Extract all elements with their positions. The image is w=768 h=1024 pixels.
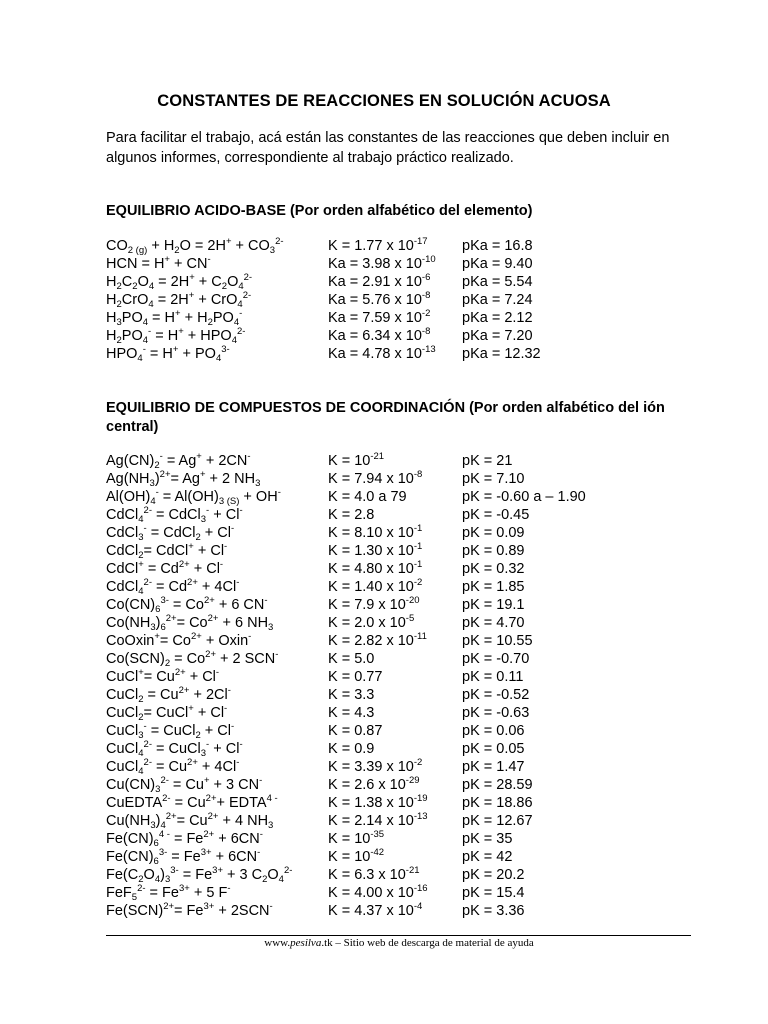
table-row [106, 830, 706, 848]
k-value-cell: $K = 10^{-21}$ [328, 451, 385, 469]
k-value-cell: K = 3.39 x $10^{-2}$ [328, 757, 423, 775]
k-value-cell: Ka = 5.76 x $10^{-8}$ [328, 290, 431, 308]
pk-value-cell: pK = 0.11 [462, 669, 524, 685]
pk-value-cell: pK = 0.89 [462, 543, 525, 559]
reaction-cell: $Co(CN)_6^{3-} = Co^{2+} + 6$ CN- [106, 595, 268, 615]
k-value-cell: Ka = 7.59 x $10^{-2}$ [328, 308, 431, 326]
k-value-cell: K = 2.6 x $10^{-29}$ [328, 775, 420, 793]
pk-value-cell: pK = 12.67 [462, 813, 533, 829]
pk-value-cell: pK = -0.60 a – 1.90 [462, 489, 586, 505]
reaction-cell: HCN = H+ + CN- [106, 254, 211, 272]
reaction-cell: $Fe(CN)_6^{4 -} = Fe^{2+} + 6CN^-$ [106, 829, 263, 849]
reaction-cell: CuEDTA$^{2-}$ = $Cu^{2+}+$ $EDTA^{4 -}$ [106, 793, 278, 811]
table-row [106, 758, 706, 776]
table-row [106, 668, 706, 686]
k-value-cell: K = 3.3 [328, 687, 375, 703]
k-value-cell: K = 7.94 x $10^{-8}$ [328, 469, 423, 487]
k-value-cell: K = 4.3 [328, 705, 375, 721]
pk-value-cell: pK = 10.55 [462, 633, 533, 649]
table-row [106, 506, 706, 524]
k-value-cell: K = 2.82 x $10^{-11}$ [328, 631, 427, 649]
pk-value-cell: pK = 19.1 [462, 597, 525, 613]
k-value-cell: K = 1.40 x $10^{-2}$ [328, 577, 423, 595]
table-row [106, 704, 706, 722]
pk-value-cell: pK = -0.52 [462, 687, 530, 703]
table-row [106, 524, 706, 542]
reaction-cell: $Co(NH_3)_6^{2+}= Co^{2+} + 6$ $NH_3$ [106, 613, 274, 633]
reaction-cell: CuCl$_2$= CuCl+ + Cl- [106, 703, 228, 723]
k-value-cell: K = 2.0 x $10^{-5}$ [328, 613, 415, 631]
pk-value-cell: pK = 0.06 [462, 723, 525, 739]
reaction-cell: CdCl$_4^{2-}$ = CdCl$_3$- + Cl- [106, 505, 243, 525]
reaction-cell: $Al(OH)_4^- = Al(OH)_{3 (S)} + OH^-$ [106, 487, 281, 507]
reaction-cell: $Fe(SCN)^{2+}= Fe^{3+} + 2SCN^-$ [106, 901, 273, 919]
table-row [106, 470, 706, 488]
table-row [106, 740, 706, 758]
table-row [106, 902, 706, 920]
coordination-table [106, 452, 706, 920]
acid-base-table [106, 237, 706, 363]
table-row [106, 794, 706, 812]
k-value-cell: K = 0.9 [328, 741, 375, 757]
reaction-cell: CdCl$_3$- = CdCl$_2$ + Cl- [106, 523, 235, 543]
pk-value-cell: pK = -0.45 [462, 507, 530, 523]
table-row [106, 650, 706, 668]
footer [0, 937, 768, 949]
table-row [106, 776, 706, 794]
k-value-cell: $K = 10^{-42}$ [328, 847, 385, 865]
reaction-cell: $HPO_4^- = H^+ + PO_4^{3-}$ [106, 344, 230, 364]
k-value-cell: K = 1.38 x $10^{-19}$ [328, 793, 428, 811]
k-value-cell: K = 2.14 x $10^{-13}$ [328, 811, 428, 829]
section-heading-note: (Por orden alfabético del ión central) [106, 400, 665, 435]
table-row [106, 884, 706, 902]
reaction-cell: CuCl$_2$ = $Cu^{2+} + 2Cl^-$ [106, 685, 231, 705]
pk-value-cell: pK = 4.70 [462, 615, 525, 631]
k-value-cell: K = 0.87 [328, 723, 383, 739]
k-value-cell: K = 8.10 x $10^{-1}$ [328, 523, 423, 541]
pk-value-cell: pK = 21 [462, 453, 513, 469]
k-value-cell: K = 5.0 [328, 651, 375, 667]
k-value-cell: Ka = 2.91 x $10^{-6}$ [328, 272, 431, 290]
table-row [106, 722, 706, 740]
reaction-cell: $H_2C_2O_4 = 2H^+ + C_2O_4^{2-}$ [106, 272, 253, 292]
page-title: CONSTANTES DE REACCIONES EN SOLUCIÓN ACUOSA [157, 92, 611, 110]
footer-prefix: www. [264, 937, 291, 949]
pk-value-cell: pK = 28.59 [462, 777, 533, 793]
table-row [106, 327, 706, 345]
section-heading-note: (Por orden alfabético del elemento) [289, 203, 533, 219]
pk-value-cell: pK = 35 [462, 831, 513, 847]
table-row [106, 812, 706, 830]
pk-value-cell: pK = 1.47 [462, 759, 525, 775]
k-value-cell: $K = 10^{-35}$ [328, 829, 385, 847]
table-row [106, 452, 706, 470]
reaction-cell: $Cu(CN)_3^{2-} = Cu^+ + 3$ CN- [106, 775, 263, 795]
reaction-cell: $FeF_5^{2-} = Fe^{3+} + 5$ F- [106, 883, 231, 903]
reaction-cell: CuCl+= $Cu^{2+} + Cl^-$ [106, 667, 220, 685]
section-heading-bold: EQUILIBRIO DE COMPUESTOS DE COORDINACIÓN [106, 400, 466, 416]
reaction-cell: CoOxin+= $Co^{2+}$ + Oxin- [106, 631, 252, 649]
reaction-cell: CdCl$_4^{2-}$ = $Cd^{2+} + 4Cl^-$ [106, 577, 240, 597]
table-row [106, 848, 706, 866]
pk-value-cell: pKa = 2.12 [462, 310, 533, 326]
pk-value-cell: pKa = 7.24 [462, 292, 533, 308]
table-row [106, 488, 706, 506]
reaction-cell: $Ag(NH_3)^{2+}= Ag^+ + 2$ $NH_3$ [106, 469, 261, 489]
reaction-cell: $H_3PO_4 = H^+ + H_2PO_4^-$ [106, 308, 243, 328]
reaction-cell: $Ag(CN)_2^- = Ag^+ + 2CN^-$ [106, 451, 251, 471]
table-row [106, 596, 706, 614]
reaction-cell: CuCl$_4^{2-}$ = CuCl$_3$- + Cl- [106, 739, 243, 759]
pk-value-cell: pKa = 7.20 [462, 328, 533, 344]
reaction-cell: $Cu(NH_3)_4^{2+}= Cu^{2+} + 4$ $NH_3$ [106, 811, 274, 831]
pk-value-cell: pKa = 5.54 [462, 274, 533, 290]
table-row [106, 237, 706, 255]
k-value-cell: Ka = 6.34 x $10^{-8}$ [328, 326, 431, 344]
footer-suffix: .tk – Sitio web de descarga de material de ayuda [321, 937, 534, 949]
pk-value-cell: pKa = 9.40 [462, 256, 533, 272]
footer-site: pesilva [290, 937, 322, 949]
intro-paragraph: Para facilitar el trabajo, acá están las constantes de las reacciones que deben incluir en algunos informes, correspondiente al trabajo práctico realizado. [106, 130, 670, 166]
k-value-cell: Ka = 3.98 x $10^{-10}$ [328, 254, 436, 272]
reaction-cell: $Co(SCN)_2 = Co^{2+} + 2$ SCN- [106, 649, 279, 669]
table-row [106, 614, 706, 632]
table-row [106, 309, 706, 327]
pk-value-cell: pK = 1.85 [462, 579, 525, 595]
section-heading-bold: EQUILIBRIO ACIDO-BASE [106, 203, 286, 219]
k-value-cell: K = 4.00 x $10^{-16}$ [328, 883, 428, 901]
pk-value-cell: pK = 15.4 [462, 885, 525, 901]
pk-value-cell: pK = 7.10 [462, 471, 525, 487]
pk-value-cell: pKa = 12.32 [462, 346, 541, 362]
section-heading-coordination [106, 399, 696, 437]
pk-value-cell: pK = -0.63 [462, 705, 530, 721]
reaction-cell: CuCl$_3$- = CuCl$_2$ + Cl- [106, 721, 235, 741]
k-value-cell: K = 4.80 x $10^{-1}$ [328, 559, 423, 577]
k-value-cell: K = 2.8 [328, 507, 375, 523]
k-value-cell: K = 6.3 x $10^{-21}$ [328, 865, 420, 883]
k-value-cell: K = 1.77 x $10^{-17}$ [328, 236, 428, 254]
reaction-cell: CdCl$_2$= CdCl+ + Cl- [106, 541, 228, 561]
pk-value-cell: pK = -0.70 [462, 651, 530, 667]
reaction-cell: $H_2PO_4^- = H^+ + HPO_4^{2-}$ [106, 326, 246, 346]
pk-value-cell: pK = 20.2 [462, 867, 525, 883]
k-value-cell: Ka = 4.78 x $10^{-13}$ [328, 344, 436, 362]
reaction-cell: $Fe(C_2O_4)_3^{3-} = Fe^{3+} + 3$ $C_2O_4^{2-}$ [106, 865, 293, 885]
k-value-cell: K = 7.9 x $10^{-20}$ [328, 595, 420, 613]
pk-value-cell: pK = 42 [462, 849, 513, 865]
pk-value-cell: pKa = 16.8 [462, 238, 533, 254]
reaction-cell: $H_2CrO_4 = 2H^+ + CrO_4^{2-}$ [106, 290, 252, 310]
pk-value-cell: pK = 0.05 [462, 741, 525, 757]
pk-value-cell: pK = 0.32 [462, 561, 525, 577]
pk-value-cell: pK = 18.86 [462, 795, 533, 811]
table-row [106, 345, 706, 363]
reaction-cell: $Fe(CN)_6^{3-} = Fe^{3+} + 6CN^-$ [106, 847, 261, 867]
table-row [106, 255, 706, 273]
table-row [106, 632, 706, 650]
table-row [106, 273, 706, 291]
k-value-cell: K = 0.77 [328, 669, 383, 685]
table-row [106, 866, 706, 884]
section-heading-acid-base [106, 202, 706, 221]
table-row [106, 578, 706, 596]
k-value-cell: K = 4.37 x $10^{-4}$ [328, 901, 423, 919]
table-row [106, 291, 706, 309]
k-value-cell: K = 1.30 x $10^{-1}$ [328, 541, 423, 559]
table-row [106, 542, 706, 560]
table-row [106, 686, 706, 704]
k-value-cell: K = 4.0 a 79 [328, 489, 407, 505]
footer-divider [106, 935, 691, 936]
table-row [106, 560, 706, 578]
pk-value-cell: pK = 0.09 [462, 525, 525, 541]
reaction-cell: $CO_{2 (g)} + H_2O = 2H^+ + CO_3^{2-}$ [106, 236, 284, 256]
reaction-cell: CdCl+ = $Cd^{2+} + Cl^-$ [106, 559, 224, 577]
reaction-cell: CuCl$_4^{2-}$ = $Cu^{2+} + 4Cl^-$ [106, 757, 240, 777]
pk-value-cell: pK = 3.36 [462, 903, 525, 919]
